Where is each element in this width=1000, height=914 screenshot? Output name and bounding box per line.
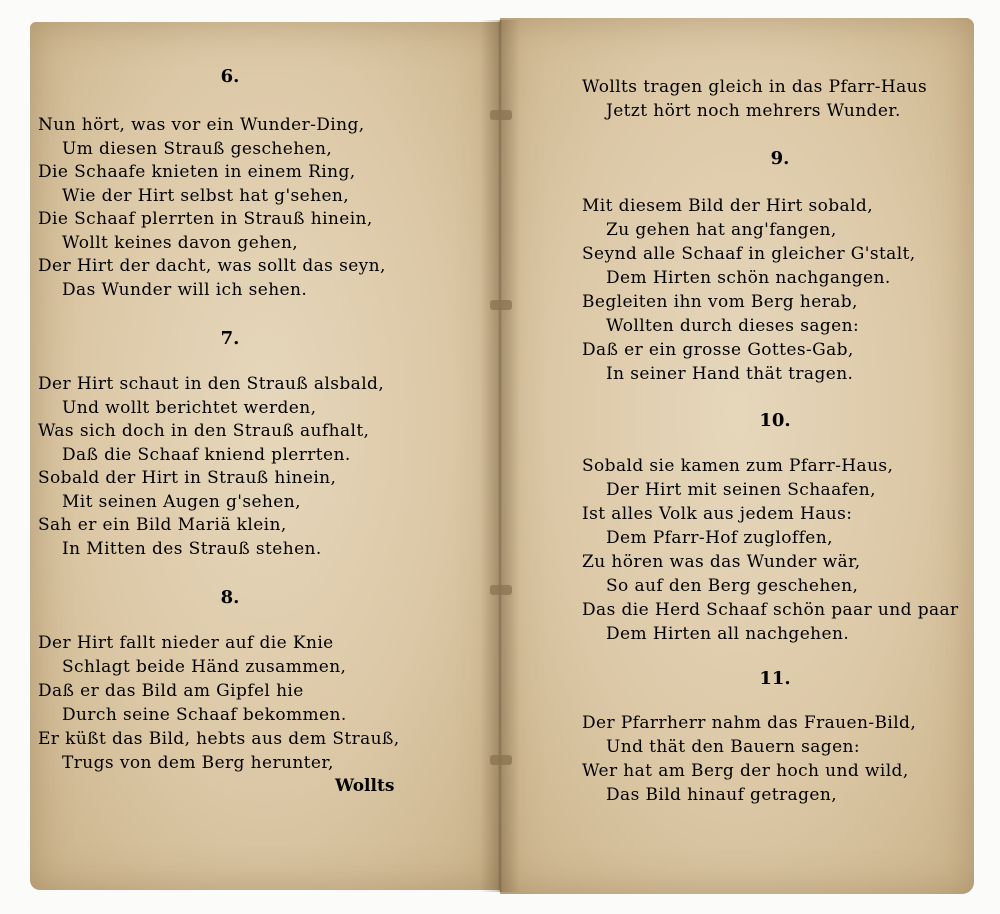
stanza-number: 7.	[220, 328, 240, 349]
verse-line: Daß die Schaaf kniend plerrten.	[62, 445, 351, 465]
verse-line: Die Schaafe knieten in einem Ring,	[38, 162, 356, 182]
verse-line: Das Bild hinauf getragen,	[606, 785, 837, 805]
verse-line: Er küßt das Bild, hebts aus dem Strauß,	[38, 729, 400, 749]
verse-line: Das die Herd Schaaf schön paar und paar	[582, 600, 959, 620]
verse-line: Der Hirt der dacht, was sollt das seyn,	[38, 256, 386, 276]
verse-line: Dem Hirten schön nachgangen.	[606, 268, 891, 288]
verse-line: Begleiten ihn vom Berg herab,	[582, 292, 858, 312]
verse-line: Zu hören was das Wunder wär,	[582, 552, 861, 572]
verse-line: Der Pfarrherr nahm das Frauen-Bild,	[582, 713, 917, 733]
binding-stitch	[490, 300, 512, 310]
verse-line: Mit diesem Bild der Hirt sobald,	[582, 196, 874, 216]
verse-line: Wie der Hirt selbst hat g'sehen,	[62, 186, 350, 206]
verse-line: Was sich doch in den Strauß aufhalt,	[38, 421, 370, 441]
verse-line: Der Hirt fallt nieder auf die Knie	[38, 633, 334, 653]
verse-line: Um diesen Strauß geschehen,	[62, 139, 333, 159]
verse-line: Wollts tragen gleich in das Pfarr-Haus	[582, 77, 928, 97]
verse-line: Sobald sie kamen zum Pfarr-Haus,	[582, 456, 894, 476]
binding-stitch	[490, 110, 512, 120]
verse-line: Wollt keines davon gehen,	[62, 233, 299, 253]
verse-line: Nun hört, was vor ein Wunder-Ding,	[38, 115, 365, 135]
verse-line: Das Wunder will ich sehen.	[62, 280, 308, 300]
verse-line: Wollten durch dieses sagen:	[606, 316, 860, 336]
stanza-number: 9.	[770, 148, 790, 169]
catchword: Wollts	[335, 776, 395, 796]
verse-line: Zu gehen hat ang'fangen,	[606, 220, 837, 240]
verse-line: Der Hirt mit seinen Schaafen,	[606, 480, 876, 500]
verse-line: Schlagt beide Händ zusammen,	[62, 657, 347, 677]
verse-line: In seiner Hand thät tragen.	[606, 364, 854, 384]
verse-line: In Mitten des Strauß stehen.	[62, 539, 322, 559]
verse-line: Trugs von dem Berg herunter,	[62, 753, 334, 773]
stanza-number: 6.	[220, 66, 240, 87]
verse-line: Die Schaaf plerrten in Strauß hinein,	[38, 209, 373, 229]
binding-stitch	[490, 755, 512, 765]
verse-line: Und wollt berichtet werden,	[62, 398, 317, 418]
verse-line: Wer hat am Berg der hoch und wild,	[582, 761, 909, 781]
verse-line: Daß er das Bild am Gipfel hie	[38, 681, 304, 701]
verse-line: Dem Hirten all nachgehen.	[606, 624, 850, 644]
verse-line: Ist alles Volk aus jedem Haus:	[582, 504, 853, 524]
verse-line: Seynd alle Schaaf in gleicher G'stalt,	[582, 244, 916, 264]
verse-line: Mit seinen Augen g'sehen,	[62, 492, 301, 512]
stanza-number: 8.	[220, 587, 240, 608]
verse-line: Daß er ein grosse Gottes-Gab,	[582, 340, 854, 360]
verse-line: Jetzt hört noch mehrers Wunder.	[606, 101, 901, 121]
verse-line: Dem Pfarr-Hof zugloffen,	[606, 528, 833, 548]
stanza-number: 11.	[759, 668, 791, 689]
verse-line: Sah er ein Bild Mariä klein,	[38, 515, 287, 535]
verse-line: Sobald der Hirt in Strauß hinein,	[38, 468, 337, 488]
stanza-number: 10.	[759, 410, 791, 431]
verse-line: So auf den Berg geschehen,	[606, 576, 859, 596]
verse-line: Durch seine Schaaf bekommen.	[62, 705, 347, 725]
binding-stitch	[490, 585, 512, 595]
verse-line: Und thät den Bauern sagen:	[606, 737, 861, 757]
verse-line: Der Hirt schaut in den Strauß alsbald,	[38, 374, 385, 394]
